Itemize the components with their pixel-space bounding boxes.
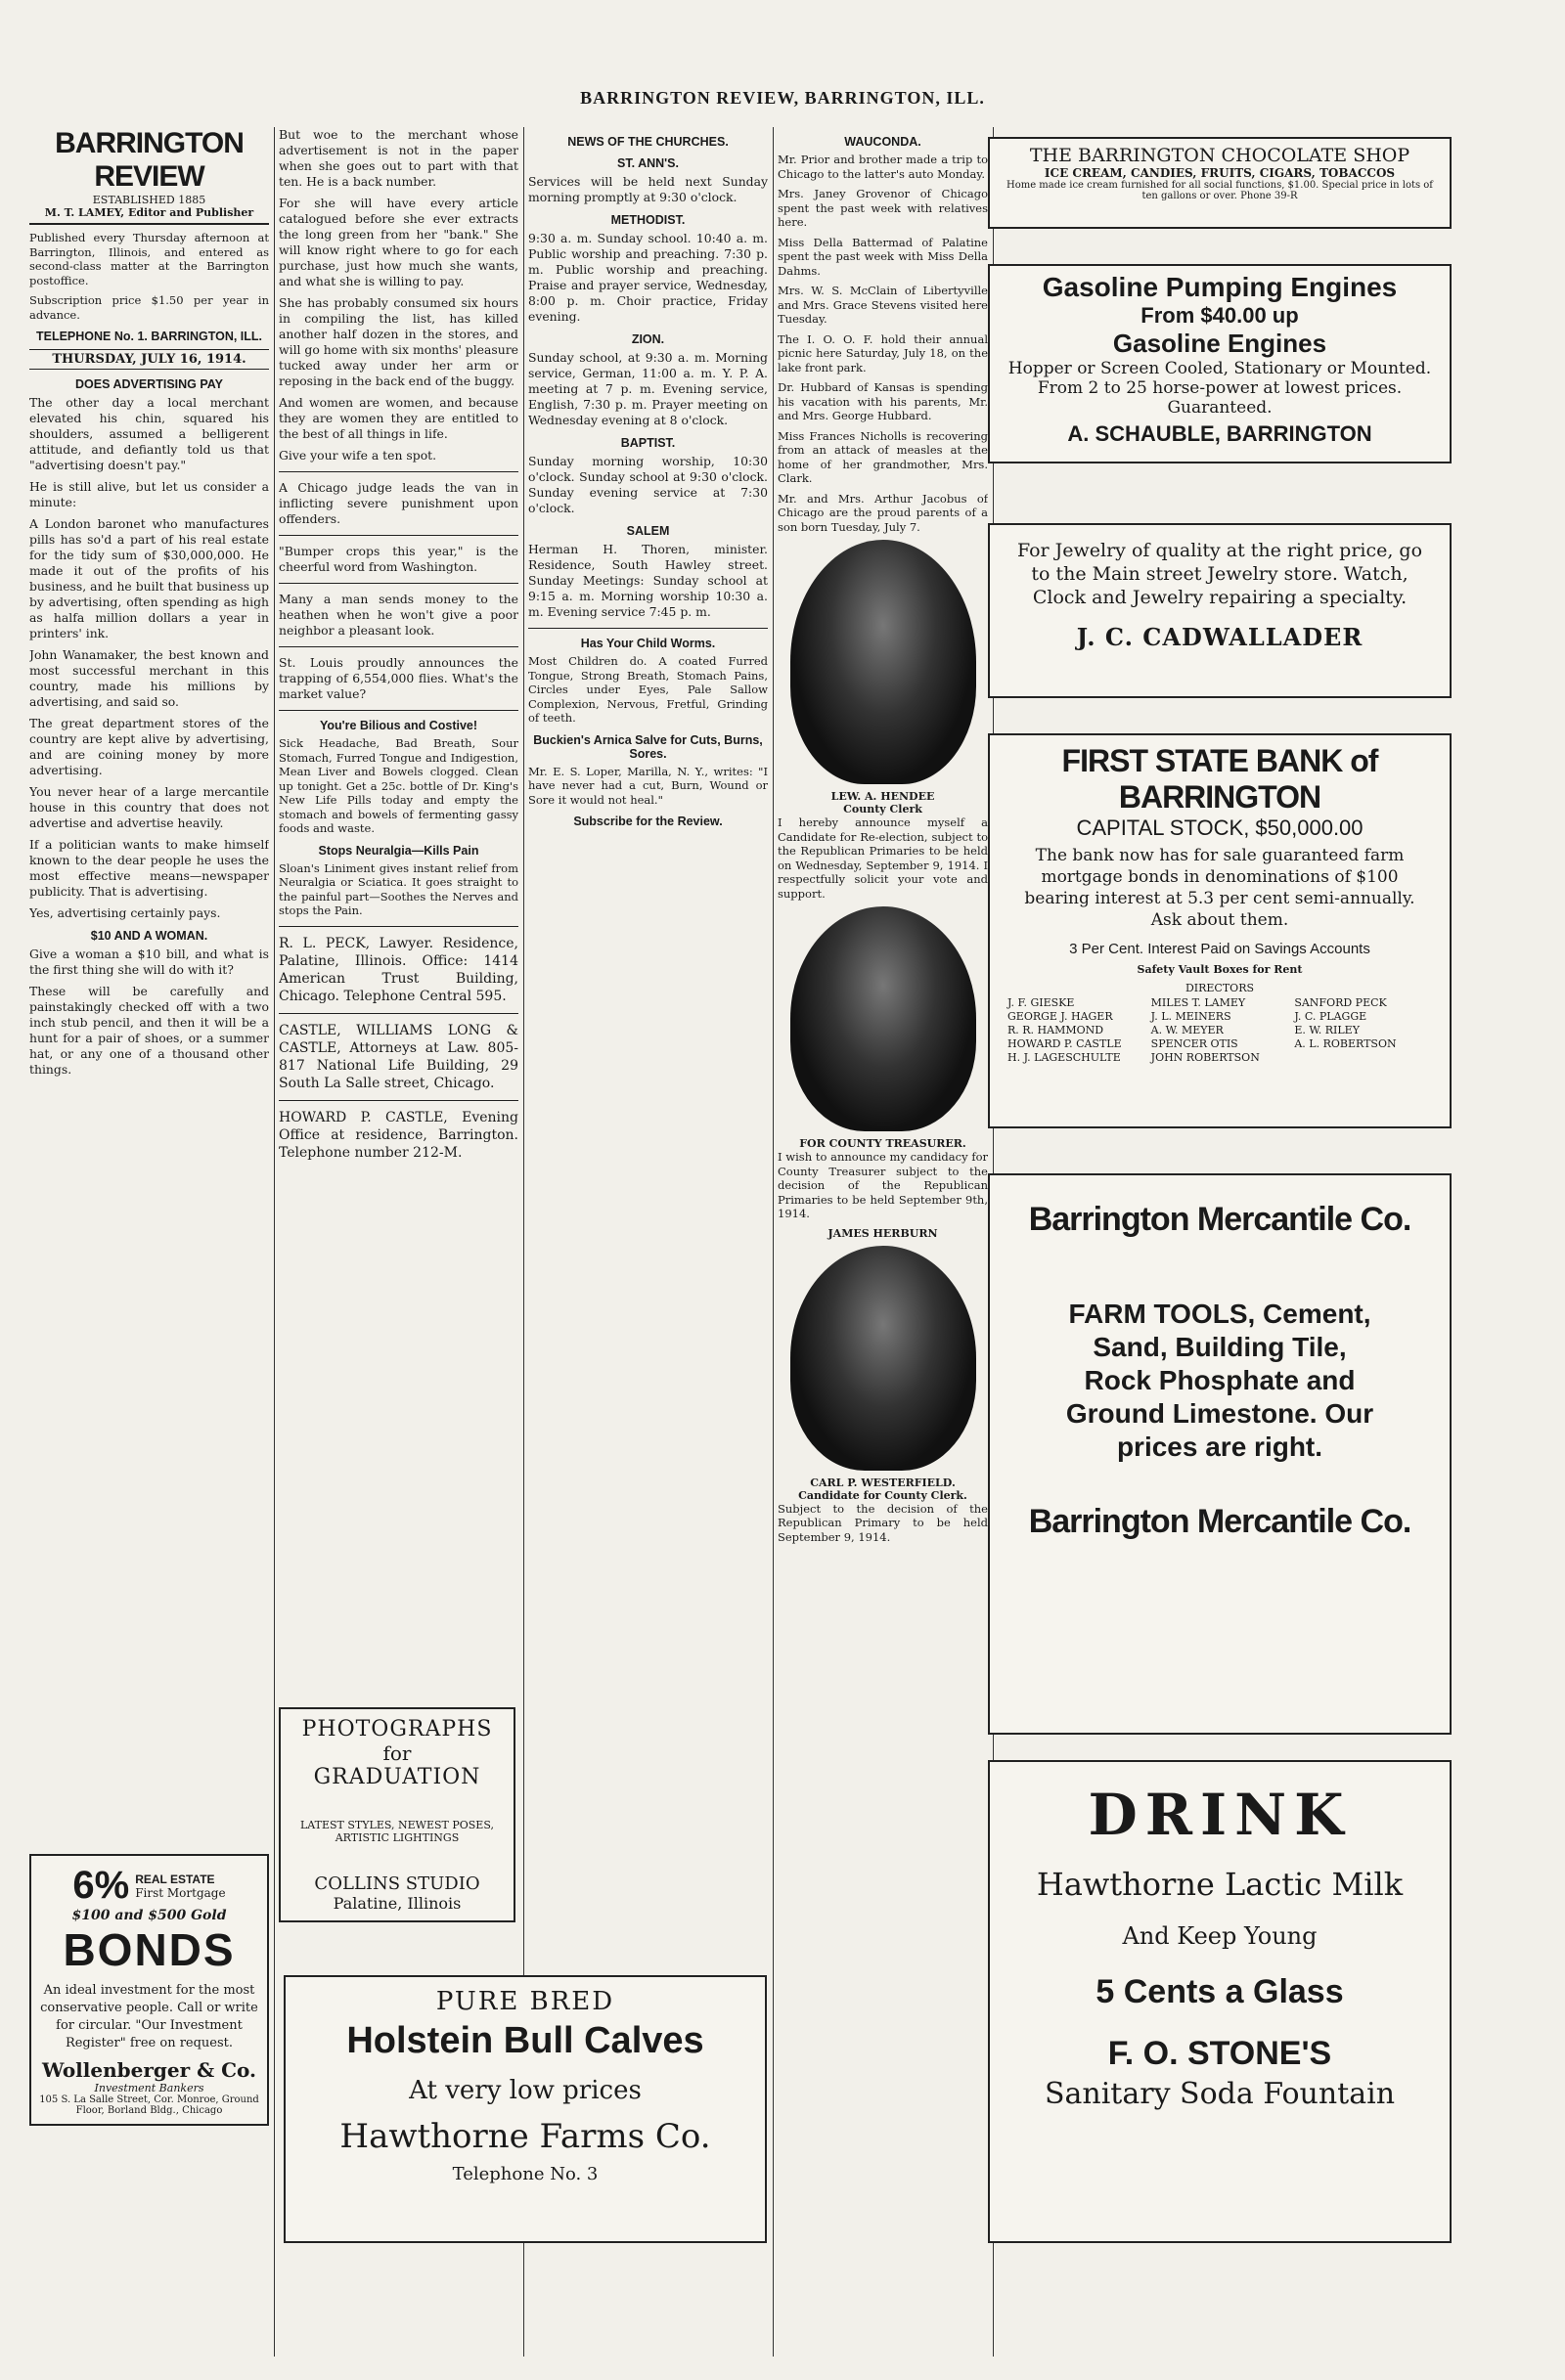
photo-for: for bbox=[382, 1741, 412, 1765]
bank-directors bbox=[990, 994, 1450, 1066]
director-name: A. L. ROBERTSON bbox=[1294, 1037, 1397, 1050]
drink-title: DRINK bbox=[1088, 1782, 1352, 1848]
column-rule bbox=[773, 127, 774, 2357]
jewelry-firm: J. C. CADWALLADER bbox=[1076, 623, 1364, 651]
church-text: 9:30 a. m. Sunday school. 10:40 a. m. Public worship and preaching. 7:30 p. m. Public worship and preaching. Praise and prayer service, Wednesday, 8:00 p. m. Choir practice, Friday evening. bbox=[528, 231, 768, 324]
issue-date: THURSDAY, JULY 16, 1914. bbox=[29, 349, 269, 370]
photo-ad bbox=[279, 1707, 515, 1922]
director-name: A. W. MEYER bbox=[1150, 1024, 1224, 1036]
candidate-portrait bbox=[790, 906, 976, 1131]
director-name: SPENCER OTIS bbox=[1150, 1037, 1238, 1050]
bank-text: The bank now has for sale guaranteed farm mortgage bonds in denominations of $100 bearing interest at 5.3 per cent semi-annually. Ask about them. bbox=[1024, 846, 1415, 930]
bank-directors-label: DIRECTORS bbox=[1185, 982, 1255, 994]
church-name: SALEM bbox=[626, 524, 670, 538]
drink-line1: Hawthorne Lactic Milk bbox=[1036, 1866, 1404, 1903]
masthead-title: BARRINGTON REVIEW bbox=[55, 127, 244, 193]
church-text: Sunday school, at 9:30 a. m. Morning service, German, 11:00 a. m. Y. P. A. meeting at 7 p. m. Evening service, English, 7:30 p. m. Prayer meeting on Wednesday evening at 8 o'clock. bbox=[528, 350, 768, 427]
director-name: J. L. MEINERS bbox=[1150, 1010, 1231, 1023]
director-name: SANFORD PECK bbox=[1294, 996, 1387, 1009]
drink-line4: F. O. STONE'S bbox=[1107, 2035, 1332, 2072]
director-name: R. R. HAMMOND bbox=[1007, 1024, 1104, 1036]
masthead-subscription: Subscription price $1.50 per year in advance. bbox=[29, 293, 269, 322]
short-item: St. Louis proudly announces the trapping of 6,554,000 flies. What's the market value? bbox=[279, 655, 518, 701]
local-item: Miss Della Battermad of Palatine spent the past week with Miss Della Dahms. bbox=[778, 235, 988, 278]
article-paragraph: A London baronet who manufactures pills has so'd a part of his real estate for the tidy sum of $30,000,000. He made it out of the profits of his business, and he built that business up by advertising, often spending as high as halfa million dollars a year in printers' ink. bbox=[29, 516, 269, 640]
article-paragraph: Give a woman a $10 bill, and what is the first thing she will do with it? bbox=[29, 947, 269, 977]
article-paragraph: Give your wife a ten spot. bbox=[279, 448, 437, 463]
candidate-name: CARL P. WESTERFIELD. bbox=[810, 1476, 956, 1489]
masthead-notice: Published every Thursday afternoon at Barrington, Illinois, and entered as second-class matter at the Barrington postoffice. bbox=[29, 231, 269, 287]
article-paragraph: The great department stores of the country are kept alive by advertising, and are coining money by more advertising. bbox=[29, 716, 269, 777]
bonds-title: BONDS bbox=[63, 1924, 236, 1975]
neuralgia-text: Sloan's Liniment gives instant relief from Neuralgia or Sciatica. It goes straight to the painful part—Soothes the Nerves and stops the Pain. bbox=[279, 860, 518, 917]
gasoline-ad bbox=[988, 264, 1452, 463]
local-item: Dr. Hubbard of Kansas is spending his vacation with his parents, Mr. and Mrs. George Hubbard. bbox=[778, 380, 988, 422]
local-item: Mr. Prior and brother made a trip to Chicago to the latter's auto Monday. bbox=[778, 153, 988, 181]
drink-line2: And Keep Young bbox=[1122, 1922, 1318, 1950]
bonds-sub: Investment Bankers bbox=[94, 2082, 204, 2094]
candidate-heading: FOR COUNTY TREASURER. bbox=[799, 1137, 966, 1150]
medicine-headline: You're Bilious and Costive! bbox=[319, 719, 478, 732]
bonds-body: An ideal investment for the most conservative people. Call or write for circular. "Our Investment Register" free on request. bbox=[40, 1983, 258, 2050]
column-4 bbox=[778, 127, 988, 2357]
director-name: J. C. PLAGGE bbox=[1294, 1010, 1367, 1023]
column-1 bbox=[29, 127, 269, 2357]
director-name: HOWARD P. CASTLE bbox=[1007, 1037, 1122, 1050]
director-name: GEORGE J. HAGER bbox=[1007, 1010, 1113, 1023]
chocolate-line: ICE CREAM, CANDIES, FRUITS, CIGARS, TOBACCOS bbox=[1044, 166, 1396, 180]
article-headline: $10 AND A WOMAN. bbox=[90, 929, 208, 943]
church-name: ST. ANN'S. bbox=[617, 156, 679, 170]
short-item: "Bumper crops this year," is the cheerful word from Washington. bbox=[279, 544, 518, 574]
church-name: BAPTIST. bbox=[620, 436, 676, 450]
jewelry-ad bbox=[988, 523, 1452, 698]
article-paragraph: You never hear of a large mercantile house in this country that does not advertise and advertise heavily. bbox=[29, 784, 269, 830]
neuralgia-headline: Stops Neuralgia—Kills Pain bbox=[318, 843, 479, 858]
director-name: J. F. GIESKE bbox=[1007, 996, 1075, 1009]
church-text: Sunday morning worship, 10:30 o'clock. Sunday school at 9:30 o'clock. Sunday evening service at 7:30 o'clock. bbox=[528, 454, 768, 515]
candidate-office: County Clerk bbox=[843, 803, 922, 815]
bonds-ad bbox=[29, 1854, 269, 2126]
gasoline-firm: A. SCHAUBLE, BARRINGTON bbox=[1067, 421, 1372, 446]
director-name: MILES T. LAMEY bbox=[1150, 996, 1246, 1009]
photo-title: PHOTOGRAPHS bbox=[301, 1717, 493, 1741]
bank-vault: Safety Vault Boxes for Rent bbox=[1137, 963, 1303, 976]
gasoline-price: From $40.00 up bbox=[1140, 303, 1299, 328]
chocolate-title: THE BARRINGTON CHOCOLATE SHOP bbox=[1029, 145, 1410, 166]
church-text: Services will be held next Sunday morning promptly at 9:30 o'clock. bbox=[528, 174, 768, 204]
lawyer-card: CASTLE, WILLIAMS LONG & CASTLE, Attorneys at Law. 805-817 National Life Building, 29 South La Salle street, Chicago. bbox=[279, 1022, 518, 1091]
mercantile-title: Barrington Mercantile Co. bbox=[1028, 1201, 1411, 1238]
mercantile-title-repeat: Barrington Mercantile Co. bbox=[1028, 1503, 1411, 1540]
bank-capital: CAPITAL STOCK, $50,000.00 bbox=[1076, 815, 1364, 840]
article-paragraph: She has probably consumed six hours in compiling the list, has killed another half dozen in the stores, and will go home with six months' pleasure tucked away under her arm or reposing in the back end of the buggy. bbox=[279, 295, 518, 388]
holstein-line2: Holstein Bull Calves bbox=[346, 2020, 704, 2061]
lawyer-card: R. L. PECK, Lawyer. Residence, Palatine, Illinois. Office: 1414 American Trust Building, Chicago. Telephone Central 595. bbox=[279, 935, 518, 1004]
chocolate-note: Home made ice cream furnished for all social functions, $1.00. Special price in lots of ten gallons or over. Phone 39-R bbox=[1006, 180, 1434, 201]
short-item: Many a man sends money to the heathen when he won't give a poor neighbor a pleasant look. bbox=[279, 592, 518, 638]
article-paragraph: He is still alive, but let us consider a minute: bbox=[29, 479, 269, 509]
masthead-telephone: TELEPHONE No. 1. BARRINGTON, ILL. bbox=[35, 330, 263, 343]
gasoline-title: Gasoline Pumping Engines bbox=[1042, 272, 1398, 302]
candidate-office: Candidate for County Clerk. bbox=[798, 1488, 967, 1502]
candidate-text: I wish to announce my candidacy for County Treasurer subject to the decision of the Republican Primaries to be held September 9th, 1914. bbox=[778, 1150, 988, 1220]
holstein-line3: At very low prices bbox=[409, 2076, 642, 2105]
article-paragraph: But woe to the merchant whose advertisement is not in the paper when she goes out to part with that ten. He is a back number. bbox=[279, 127, 518, 189]
gasoline-text: Hopper or Screen Cooled, Stationary or Mounted. From 2 to 25 horse-power at lowest prices. Guaranteed. bbox=[1007, 359, 1432, 418]
medicine-text: Sick Headache, Bad Breath, Sour Stomach, Furred Tongue and Indigestion, Mean Liver and Bowels clogged. Clean up tonight. Get a 25c. bottle of Dr. King's New Life Pills today and empty the stomach and bowels of fermenting gassy foods and waste. bbox=[279, 736, 518, 835]
photo-grad: GRADUATION bbox=[313, 1765, 481, 1789]
local-item: The I. O. O. F. hold their annual picnic here Saturday, July 18, on the lake front park. bbox=[778, 331, 988, 375]
church-text: Herman H. Thoren, minister. Residence, South Hawley street. Sunday Meetings: Sunday school at 9:15 a. m. Morning worship 10:30 a. m. Evening service 7:45 p. m. bbox=[528, 542, 768, 619]
bonds-line3: $100 and $500 Gold bbox=[71, 1908, 227, 1923]
article-paragraph: These will be carefully and painstakingly checked off with a two inch stub pencil, and then it will be a hunt for a pair of shoes, or a summer hat, or any one of a thousand other things. bbox=[29, 984, 269, 1077]
photo-styles: LATEST STYLES, NEWEST POSES, ARTISTIC LIGHTINGS bbox=[300, 1819, 494, 1844]
holstein-line4: Hawthorne Farms Co. bbox=[339, 2117, 711, 2156]
local-item: Mrs. W. S. McClain of Libertyville and Mrs. Grace Stevens visited here Tuesday. bbox=[778, 284, 988, 326]
photo-city: Palatine, Illinois bbox=[333, 1894, 462, 1913]
article-paragraph: Yes, advertising certainly pays. bbox=[29, 905, 221, 920]
chocolate-ad bbox=[988, 137, 1452, 229]
subscribe-note: Subscribe for the Review. bbox=[573, 815, 723, 828]
local-item: Miss Frances Nicholls is recovering from an attack of measles at the home of her grandmother, Mrs. Clark. bbox=[778, 428, 988, 485]
bank-ad bbox=[988, 733, 1452, 1128]
worms-text: Most Children do. A coated Furred Tongue, Strong Breath, Stomach Pains, Circles under Eyes, Pale Sallow Complexion, Nervous, Fretful, Grinding of teeth. bbox=[528, 654, 768, 725]
masthead-established: ESTABLISHED 1885 bbox=[92, 194, 206, 206]
article-paragraph: John Wanamaker, the best known and most successful merchant in this country, made his millions by advertising, and said so. bbox=[29, 647, 269, 709]
mercantile-text: FARM TOOLS, Cement, Sand, Building Tile, Rock Phosphate and Ground Limestone. Our prices are right. bbox=[1065, 1299, 1374, 1462]
article-paragraph: For she will have every article catalogued before she ever extracts the long green from her "bank." She will know right where to go for each purchase, just how much she wants, and what she is willing to pay. bbox=[279, 196, 518, 288]
column-3 bbox=[528, 127, 768, 1965]
director-name: JOHN ROBERTSON bbox=[1150, 1051, 1260, 1064]
bonds-address: 105 S. La Salle Street, Cor. Monroe, Ground Floor, Borland Bldg., Chicago bbox=[39, 2094, 259, 2116]
article-paragraph: If a politician wants to make himself known to the dear people he uses the most effective means—newspaper publicity. That is advertising. bbox=[29, 837, 269, 899]
candidate-name: JAMES HERBURN bbox=[827, 1226, 938, 1240]
arnica-headline: Buckien's Arnica Salve for Cuts, Burns, Sores. bbox=[533, 732, 763, 761]
column-rule bbox=[274, 127, 275, 2357]
article-headline: DOES ADVERTISING PAY bbox=[75, 377, 223, 391]
bonds-line1: REAL ESTATE bbox=[135, 1872, 215, 1886]
candidate-text: I hereby announce myself a Candidate for Re-election, subject to the Republican Primaries to be held on Wednesday, September 9, 1914. I respectfully solicit your vote and support. bbox=[778, 815, 988, 901]
holstein-line1: PURE BRED bbox=[435, 1987, 615, 2016]
drink-line5: Sanitary Soda Fountain bbox=[1044, 2077, 1396, 2111]
churches-headline: NEWS OF THE CHURCHES. bbox=[567, 135, 729, 149]
bonds-firm: Wollenberger & Co. bbox=[42, 2058, 256, 2082]
bank-title: FIRST STATE BANK of BARRINGTON bbox=[1061, 743, 1378, 815]
holstein-ad bbox=[284, 1975, 767, 2243]
article-paragraph: And women are women, and because they are women they are entitled to the best of all things in life. bbox=[279, 395, 518, 441]
director-name: E. W. RILEY bbox=[1294, 1024, 1360, 1036]
candidate-portrait bbox=[790, 540, 976, 784]
candidate-text: Subject to the decision of the Republican Primary to be held September 9, 1914. bbox=[778, 1501, 988, 1544]
wauconda-headline: WAUCONDA. bbox=[844, 135, 921, 149]
bonds-line2: First Mortgage bbox=[135, 1885, 226, 1900]
arnica-text: Mr. E. S. Loper, Marilla, N. Y., writes: "I have never had a cut, Burn, Wound or Sore it would not heal." bbox=[528, 764, 768, 807]
drink-ad bbox=[988, 1760, 1452, 2243]
local-item: Mr. and Mrs. Arthur Jacobus of Chicago are the proud parents of a son born Tuesday, July 7. bbox=[778, 491, 988, 534]
article-paragraph: The other day a local merchant elevated his chin, squared his shoulders, assumed a belligerent attitude, and defiantly told us that "advertising doesn't pay." bbox=[29, 395, 269, 472]
director-name: H. J. LAGESCHULTE bbox=[1007, 1051, 1121, 1064]
drink-line3: 5 Cents a Glass bbox=[1096, 1973, 1344, 2010]
candidate-portrait bbox=[790, 1246, 976, 1471]
church-name: METHODIST. bbox=[610, 213, 686, 227]
gasoline-title2: Gasoline Engines bbox=[1112, 329, 1327, 358]
masthead bbox=[29, 127, 269, 225]
photo-studio: COLLINS STUDIO bbox=[314, 1873, 480, 1894]
mercantile-ad bbox=[988, 1173, 1452, 1735]
holstein-line5: Telephone No. 3 bbox=[452, 2164, 599, 2184]
bank-interest: 3 Per Cent. Interest Paid on Savings Accounts bbox=[1069, 941, 1370, 957]
local-item: Mrs. Janey Grovenor of Chicago spent the past week with relatives here. bbox=[778, 187, 988, 229]
page-header: BARRINGTON REVIEW, BARRINGTON, ILL. bbox=[580, 88, 985, 108]
masthead-editor: M. T. LAMEY, Editor and Publisher bbox=[44, 206, 254, 219]
worms-headline: Has Your Child Worms. bbox=[580, 637, 716, 650]
jewelry-text: For Jewelry of quality at the right price, go to the Main street Jewelry store. Watch, Clock and Jewelry repairing a specialty. bbox=[1016, 540, 1423, 608]
church-name: ZION. bbox=[631, 332, 665, 346]
bonds-rate: 6% bbox=[72, 1864, 130, 1907]
short-item: A Chicago judge leads the van in inflicting severe punishment upon offenders. bbox=[279, 480, 518, 526]
lawyer-card: HOWARD P. CASTLE, Evening Office at residence, Barrington. Telephone number 212-M. bbox=[279, 1109, 518, 1161]
candidate-name: LEW. A. HENDEE bbox=[830, 790, 935, 803]
